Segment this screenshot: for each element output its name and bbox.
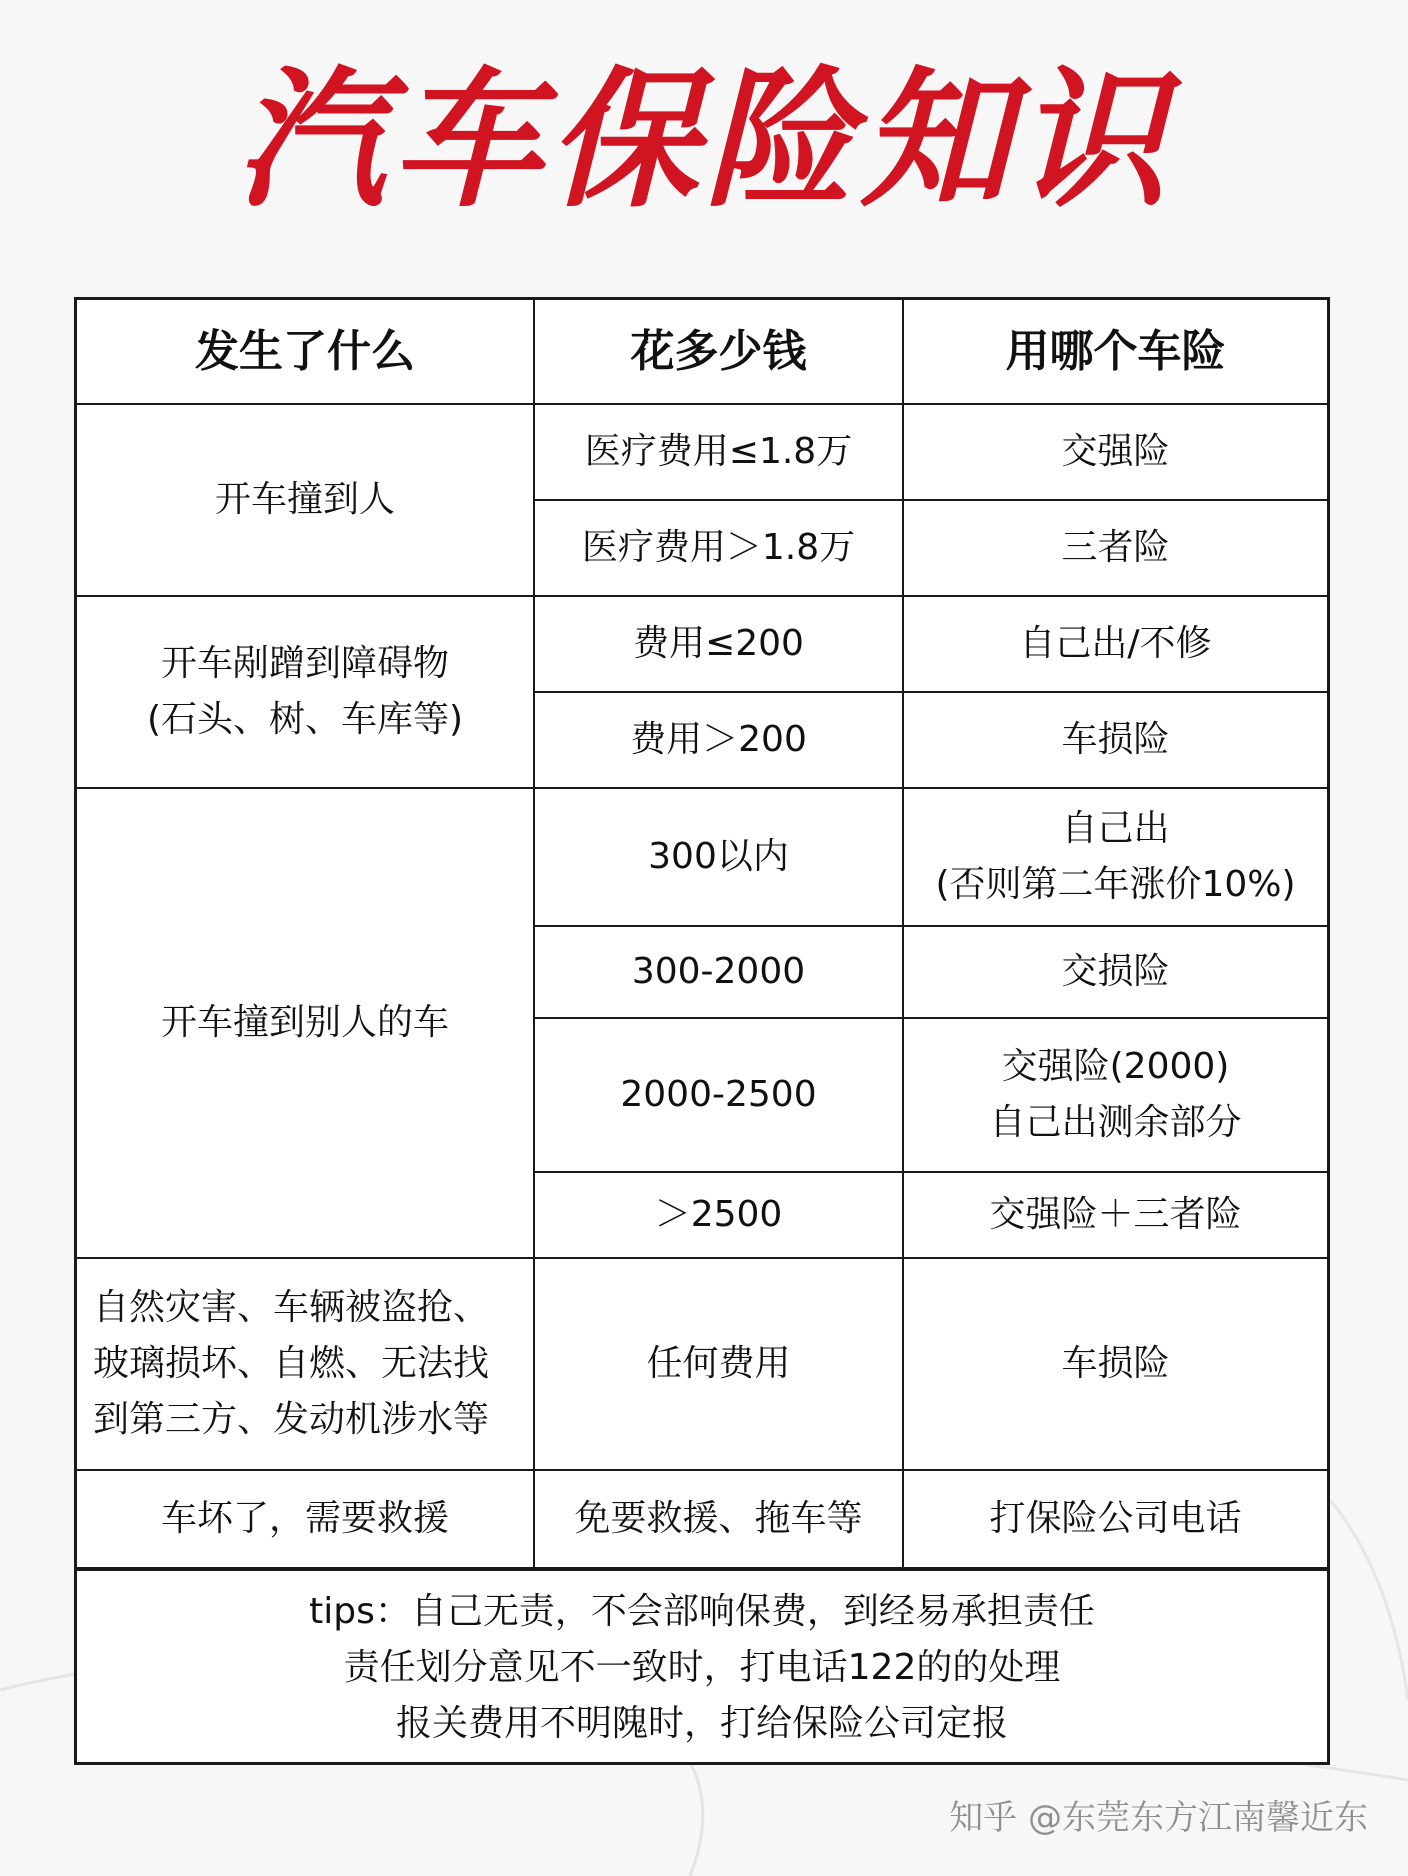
event-cell (77, 1258, 534, 1470)
insurance-cell (903, 788, 1327, 926)
header-cost: 花多少钱 (534, 300, 903, 404)
tips-line: 报关费用不明隗时，打给保险公司定报 (395, 1703, 1008, 1744)
insurance-line: 交强险＋三者险 (989, 1194, 1242, 1235)
watermark: 知乎 @东莞东方江南馨近东 (949, 1798, 1368, 1838)
table-row (77, 596, 1327, 692)
insurance-table (74, 297, 1330, 1765)
event-line: 玻璃损坏、自燃、无法找 (93, 1343, 490, 1384)
cost-line: 300-2000 (631, 951, 806, 992)
insurance-line: 打保险公司电话 (989, 1498, 1242, 1539)
cost-cell (534, 1018, 903, 1172)
cost-cell (534, 926, 903, 1018)
cost-cell (534, 788, 903, 926)
cost-line: 费用≤200 (633, 623, 804, 664)
event-line: 开车撞到人 (214, 479, 395, 520)
insurance-cell (903, 1172, 1327, 1258)
cost-cell (534, 596, 903, 692)
insurance-line: 交强险 (1061, 431, 1170, 472)
insurance-line: 交强险(2000) (1001, 1046, 1230, 1087)
event-line: (石头、树、车库等) (146, 699, 464, 740)
table-row (77, 1470, 1327, 1568)
insurance-line: 自己出/不修 (1019, 623, 1212, 664)
insurance-line: 自己出测余部分 (989, 1102, 1242, 1143)
cost-line: 任何费用 (646, 1343, 791, 1384)
cost-cell (534, 1258, 903, 1470)
header-insurance: 用哪个车险 (903, 300, 1327, 404)
insurance-line: 交损险 (1061, 951, 1170, 992)
tips-line: tips：自己无责，不会部响保费，到经易承担责任 (309, 1591, 1095, 1632)
insurance-cell (903, 1018, 1327, 1172)
event-cell (77, 788, 534, 1258)
header-event: 发生了什么 (77, 300, 534, 404)
page-title: 汽车保险知识 (235, 52, 1172, 228)
insurance-line: 自己出 (1061, 808, 1170, 849)
cost-line: 医疗费用≤1.8万 (584, 431, 853, 472)
insurance-cell (903, 596, 1327, 692)
insurance-cell (903, 692, 1327, 788)
cost-line: 300以内 (648, 836, 789, 877)
cost-line: 费用＞200 (630, 719, 807, 760)
insurance-grid (77, 300, 1327, 1569)
cost-cell (534, 404, 903, 500)
insurance-cell (903, 404, 1327, 500)
event-cell (77, 404, 534, 596)
insurance-cell (903, 500, 1327, 596)
table-row (77, 404, 1327, 500)
cost-line: 免要救援、拖车等 (574, 1498, 863, 1539)
tips-box (77, 1569, 1327, 1765)
insurance-line: 三者险 (1061, 527, 1170, 568)
header-row (77, 300, 1327, 404)
table-row (77, 788, 1327, 926)
tips-line: 责任划分意见不一致时，打电话122的的处理 (343, 1647, 1061, 1688)
cost-line: 医疗费用＞1.8万 (581, 527, 856, 568)
event-line: 开车撞到别人的车 (160, 1002, 449, 1043)
event-line: 车坏了，需要救援 (160, 1498, 449, 1539)
cost-cell (534, 500, 903, 596)
insurance-cell (903, 1470, 1327, 1568)
table-row (77, 1258, 1327, 1470)
insurance-cell (903, 1258, 1327, 1470)
insurance-line: (否则第二年涨价10%) (935, 864, 1296, 905)
insurance-cell (903, 926, 1327, 1018)
cost-line: 2000-2500 (620, 1074, 817, 1115)
insurance-line: 车损险 (1061, 719, 1170, 760)
cost-cell (534, 692, 903, 788)
event-cell (77, 596, 534, 788)
event-cell (77, 1470, 534, 1568)
cost-line: ＞2500 (654, 1194, 783, 1235)
event-line: 自然灾害、车辆被盗抢、 (93, 1287, 490, 1328)
event-line: 到第三方、发动机涉水等 (93, 1399, 490, 1440)
insurance-line: 车损险 (1061, 1343, 1170, 1384)
cost-cell (534, 1172, 903, 1258)
cost-cell (534, 1470, 903, 1568)
event-line: 开车剐蹭到障碍物 (160, 643, 449, 684)
